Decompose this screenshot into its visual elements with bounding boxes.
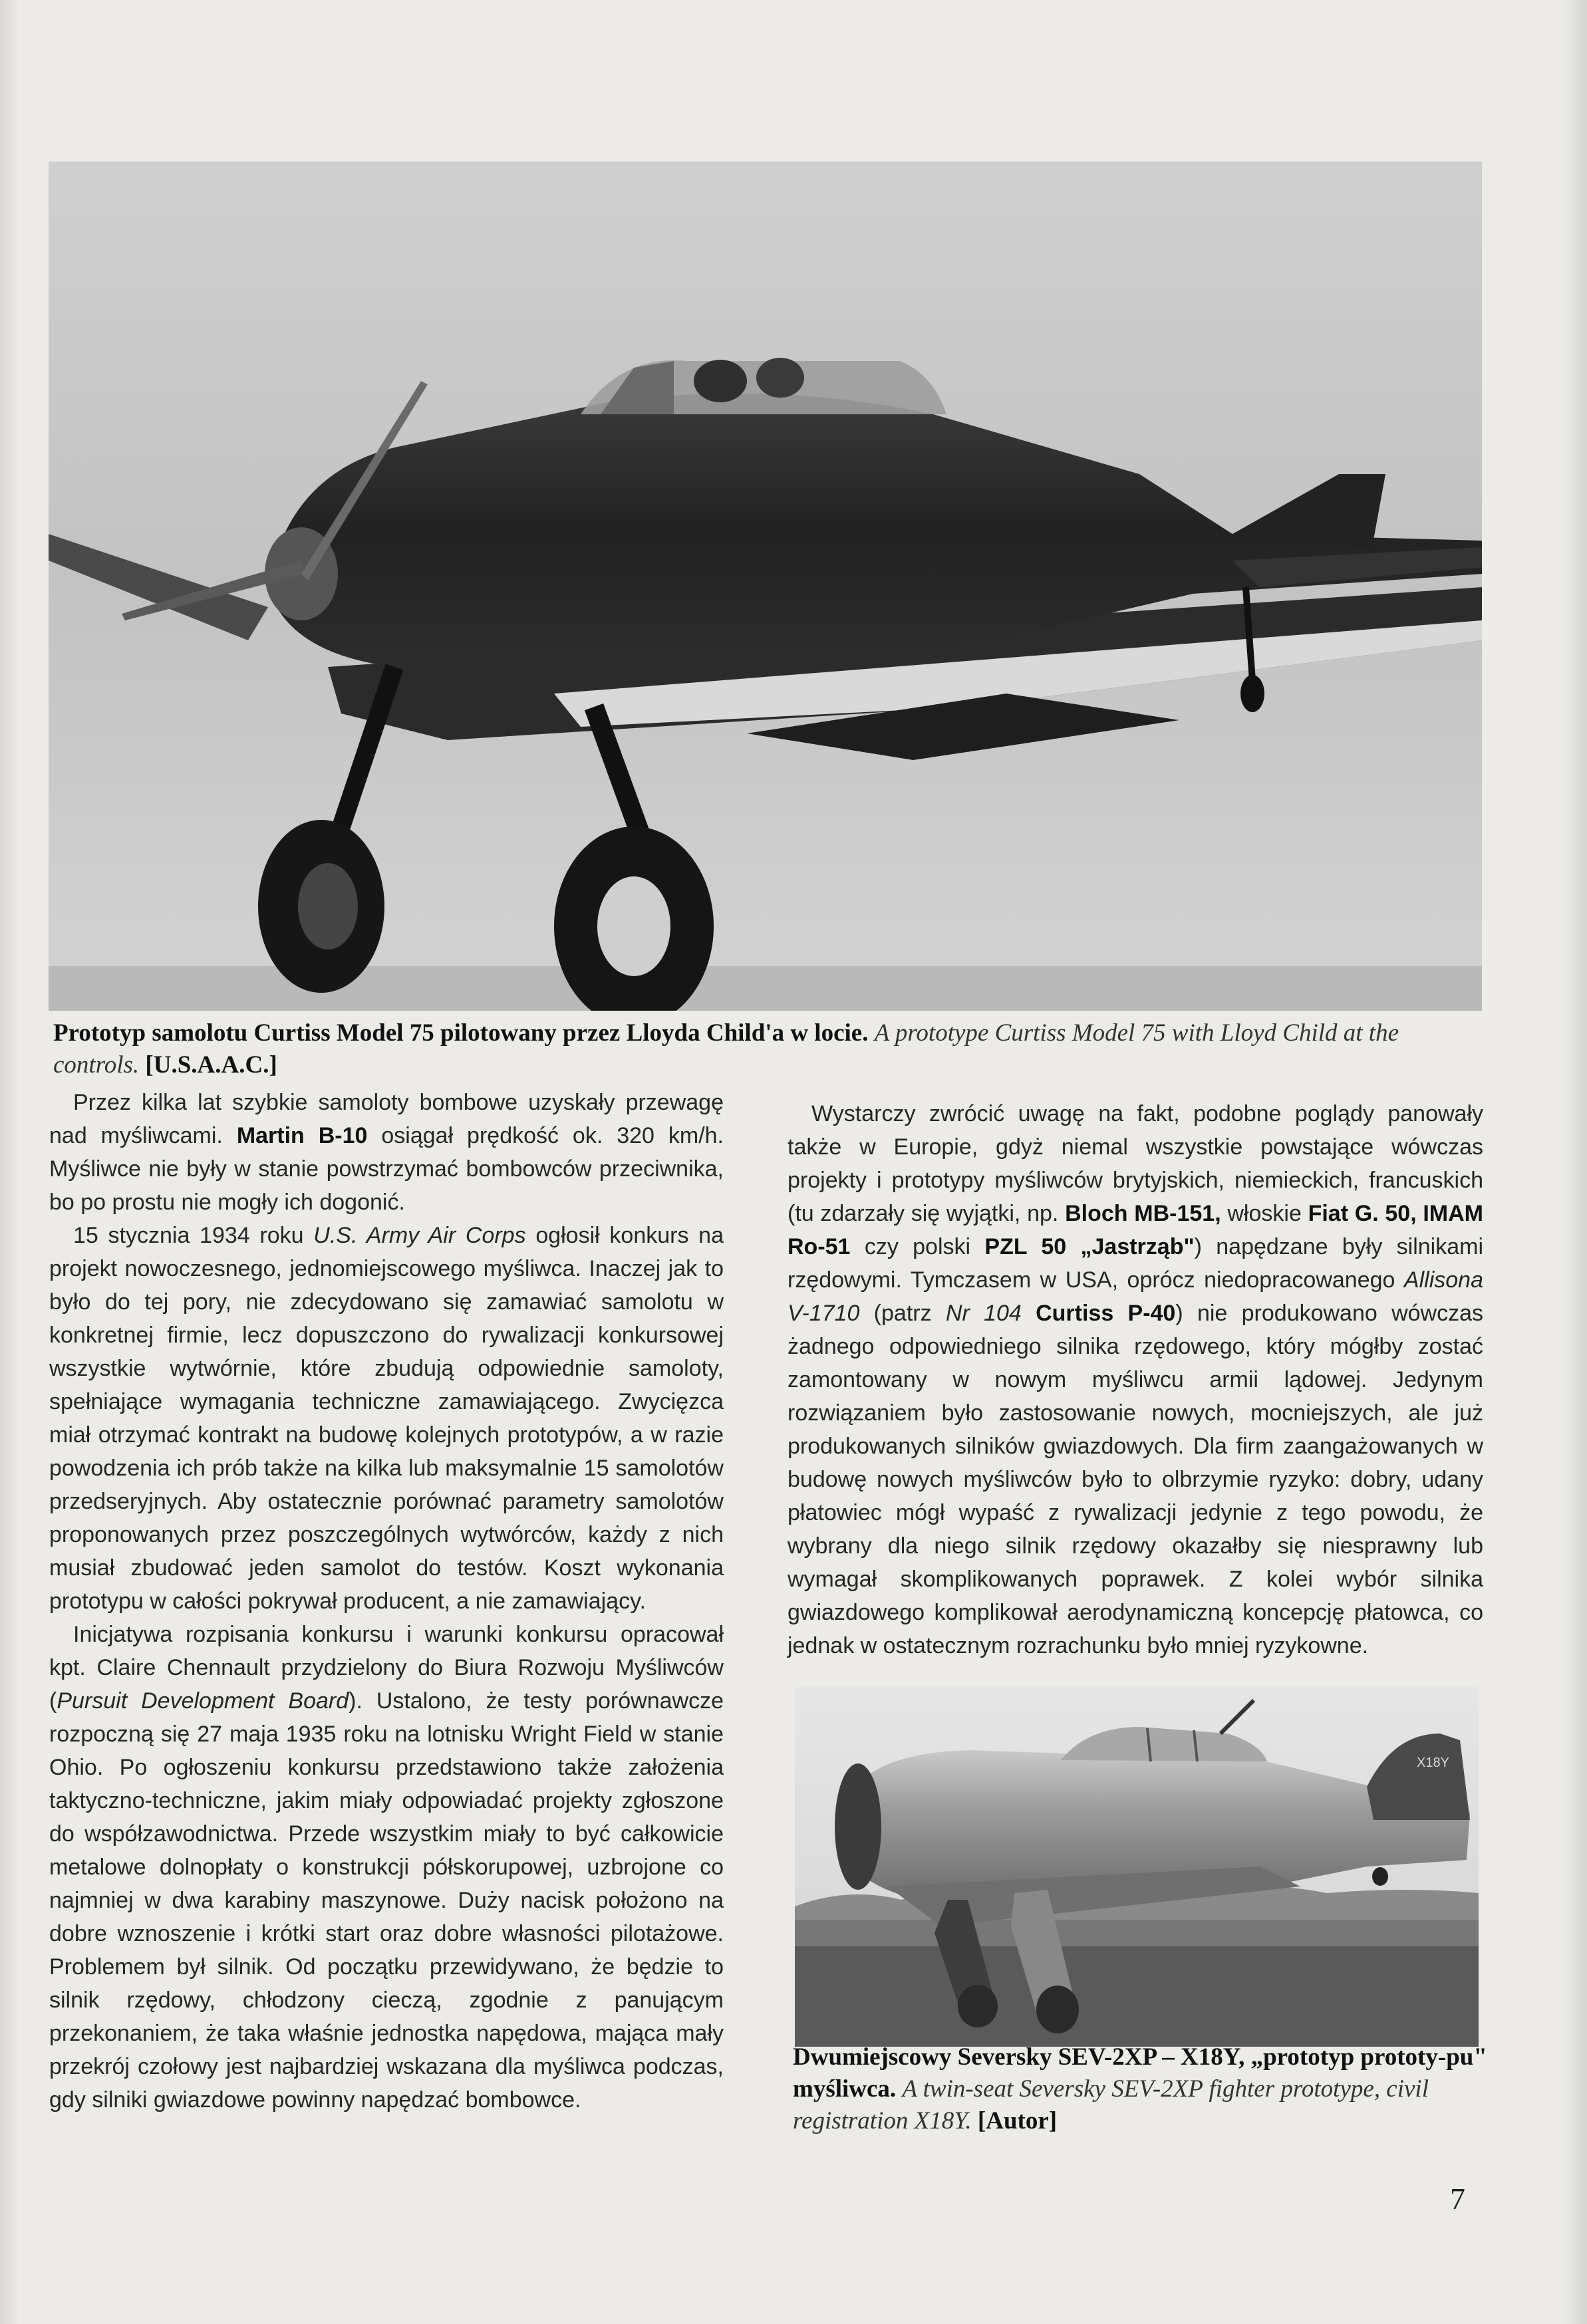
- page-number: 7: [1450, 2182, 1465, 2216]
- paragraph: [49, 1219, 724, 1618]
- text-run: ). Ustalono, że testy porównawcze rozpoczną się 27 maja 1935 roku na lotnisku Wright Field w stanie Ohio. Po ogłoszeniu konkursu przedstawiono także założenia taktyczno-techniczne, jakim miały odpowiadać projekty zgłoszone do współzawodnictwa. Przede wszystkim miały to być całkowicie metalowe dolnopłaty o konstrukcji półskorupowej, uzbrojone co najmniej w dwa karabiny maszynowe. Duży nacisk położono na dobre wznoszenie i krótki start oraz dobre własności pilotażowe. Problemem był silnik. Od początku przewidywano, że będzie to silnik rzędowy, chłodzony cieczą, zgodnie z panującym przekonaniem, że taka właśnie jednostka napędowa, mająca mały przekrój czołowy jest najbardziej wskazana dla myśliwca podczas, gdy silniki gwiazdowe powinny napędzać bombowce.: [49, 1688, 724, 2113]
- text-run: czy polski: [864, 1234, 971, 1259]
- caption-bottom-source: [Autor]: [977, 2107, 1058, 2134]
- photo-seversky-sev-2xp-image: [795, 1687, 1479, 2047]
- text-run: osiągał prędkość ok. 320 km/h. Myśliwce nie były w stanie powstrzymać bombowców przeciwnika, bo po prostu nie mogły ich dogonić.: [49, 1123, 724, 1215]
- text-bold: Fiat G. 50, IMAM Ro-51: [788, 1201, 1484, 1259]
- text-run: ogłosił konkurs na projekt nowoczesnego, jednomiejscowego myśliwca. Inaczej jak to było do tej pory, nie zdecydowano się zamawiać samolotu w konkretnej firmie, lecz dopuszczono do rywalizacji konkursowej wszystkie wytwórnie, które zbudują odpowiednie samoloty, spełniające wymagania techniczne zamawiającego. Zwycięzca miał otrzymać kontrakt na budowę kolejnych prototypów, a w razie powodzenia ich prób także na kilka lub maksymalnie 15 samolotów przedseryjnych. Aby ostatecznie porównać parametry samolotów proponowanych przez poszczególnych wytwórców, każdy z nich musiał zbudować jeden samolot do testów. Koszt wykonania prototypu w całości pokrywał producent, a nie zamawiający.: [49, 1223, 724, 1614]
- text-italic: Allisona V-1710: [788, 1267, 1483, 1326]
- text-column-left: [49, 1086, 724, 2117]
- text-run: włoskie: [1227, 1201, 1302, 1226]
- text-italic: Pursuit Development Board: [57, 1688, 349, 1714]
- caption-bottom-english: A twin-seat Seversky SEV-2XP fighter prototype, civil registration X18Y.: [793, 2075, 1429, 2134]
- photo-curtiss-model-75: [49, 162, 1482, 1011]
- paragraph: [49, 1086, 724, 1219]
- caption-top-photo: [53, 1017, 1483, 1081]
- text-run: Inicjatywa rozpisania konkursu i warunki konkursu opracował kpt. Claire Chennault przydzielony do Biura Rozwoju Myśliwców (: [49, 1622, 724, 1714]
- caption-top-polish: Prototyp samolotu Curtiss Model 75 pilotowany przez Lloyda Child'a w locie.: [53, 1019, 869, 1047]
- text-bold: Martin B-10: [236, 1123, 368, 1148]
- caption-bottom-polish: Dwumiejscowy Seversky SEV-2XP – X18Y, „prototyp prototy-pu" myśliwca.: [793, 2043, 1487, 2103]
- text-run: (patrz: [873, 1301, 932, 1326]
- text-column-right: [788, 1097, 1483, 1662]
- caption-top-english: A prototype Curtiss Model 75 with Lloyd Child at the controls.: [53, 1019, 1399, 1079]
- text-run: ) napędzane były silnikami rzędowymi. Tymczasem w USA, oprócz niedopracowanego: [788, 1234, 1484, 1293]
- text-run: Przez kilka lat szybkie samoloty bombowe uzyskały przewagę nad myśliwcami.: [49, 1090, 724, 1148]
- text-run: ) nie produkowano wówczas żadnego odpowiedniego silnika rzędowego, który mógłby zostać zamontowany w nowym myśliwcu armii lądowej. Jedynym rozwiązaniem było zastosowanie nowych, mocniejszych, ale już produkowanych silników gwiazdowych. Dla firm zaangażowanych w budowę nowych myśliwców było to olbrzymie ryzyko: dobry, udany płatowiec mógł wypaść z rywalizacji jedynie z tego powodu, że wybrany dla niego silnik rzędowy okazałby się niesprawny lub wymagał skomplikowanych poprawek. Z kolei wybór silnika gwiazdowego komplikował aerodynamiczną koncepcję płatowca, co jednak w ostatecznym rozrachunku było mniej ryzykowne.: [788, 1301, 1484, 1658]
- text-bold: PZL 50 „Jastrząb": [984, 1234, 1195, 1259]
- paragraph: [49, 1618, 724, 2117]
- caption-top-source: [U.S.A.A.C.]: [145, 1051, 277, 1079]
- text-bold: Curtiss P-40: [1036, 1301, 1176, 1326]
- text-run: 15 stycznia 1934 roku: [73, 1223, 304, 1248]
- text-italic: U.S. Army Air Corps: [313, 1223, 526, 1248]
- photo-curtiss-model-75-image: [49, 162, 1482, 1011]
- tail-registration-mark: X18Y: [1417, 1755, 1449, 1770]
- text-bold: Bloch MB-151,: [1065, 1201, 1221, 1226]
- text-run: Wystarczy zwrócić uwagę na fakt, podobne poglądy panowały także w Europie, gdyż niemal wszystkie powstające wówczas projekty i prototypy myśliwców brytyjskich, niemieckich, francuskich (tu zdarzały się wyjątki, np.: [788, 1101, 1483, 1226]
- text-italic: Nr 104: [945, 1301, 1022, 1326]
- paragraph: [788, 1097, 1483, 1662]
- caption-bottom-photo: [793, 2041, 1491, 2137]
- photo-seversky-sev-2xp: [795, 1687, 1479, 2047]
